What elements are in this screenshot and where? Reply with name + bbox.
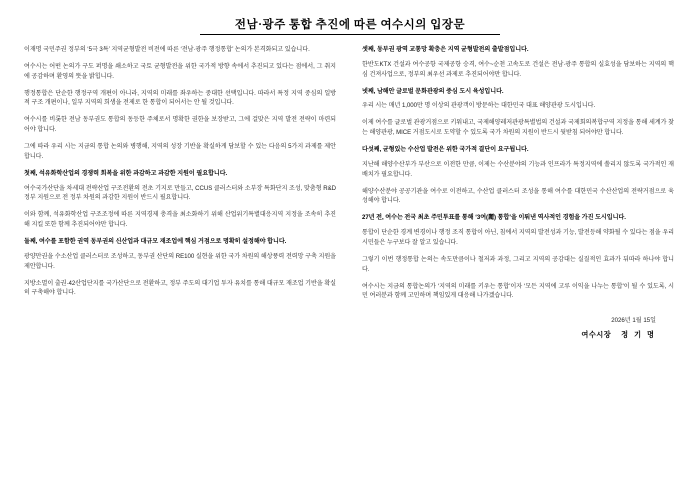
signature-block [362, 315, 674, 340]
paragraph: 이제 여수를 글로벌 관광거점으로 키워내고, 국제해양레저관광특별법의 건설과 국제회의복합구역 지정을 통해 세계가 찾는 해양관광, MICE 거점도시로 도약할 수 있도록 국가 차원의 지원이 반드시 뒷받침 되어야만 합니다. [362, 119, 674, 137]
paragraph: 한반도KTX 건설과 여수공항 국제공항 승격, 여수~순천 고속도로 건설은 전남·광주 통합의 실효성을 담보하는 지역의 핵심 건져사업으로, 정부의 최우선 과제로 추진되어야만 합니다. [362, 60, 674, 78]
paragraph: 이재명 국민주권 정부의 ‘5극 3특’ 지역균형발전 비전에 따른 ‘전남·광주 행정통합’ 논의가 본격화되고 있습니다. [24, 46, 310, 53]
paragraph: 광양만권을 수소산업 클러스터로 조성하고, 동부권 산단의 RE100 실현을 위한 국가 차원의 해상풍력 전력망 구축 지원을 제안합니다. [24, 252, 336, 270]
section-heading: 첫째, 석유화학산업의 경쟁력 회복을 위한 과감하고 과감한 지원이 필요합니다. [24, 169, 228, 177]
signatory-role: 여수시장 [581, 330, 612, 340]
section-heading: 다섯째, 균형있는 수산업 발전은 위한 국가적 결단이 요구됩니다. [362, 146, 529, 154]
page-title: 전남·광주 통합 추진에 따른 여수시의 입장문 [234, 19, 466, 31]
signature-name [362, 330, 656, 340]
paragraph: 이와 함께, 석유화학산업 구조조정에 따른 지역경제 충격을 최소화하기 위해 산업위기특별대응지역 지정을 조속히 추진해 지킬 또한 함께 추진되어야만 합니다. [24, 211, 336, 229]
paragraph: 지난해 해양수산부가 부산으로 이전한 만큼, 이제는 수산분야의 기능과 인프라가 특정지역에 쏠리지 않도록 국가적인 재배치가 필요합니다. [362, 160, 674, 178]
two-column-layout [24, 45, 676, 340]
title-divider [200, 34, 500, 35]
section-heading: 둘째, 여수를 포함한 권역 동부권의 신산업과 대규모 재조업에 핵심 거점으로 명확히 설정해야 합니다. [24, 238, 287, 246]
paragraph: 해양수산분야 공공기관을 여수로 이전하고, 수산업 클러스터 조성을 통해 여수를 대한민국 수산산업의 전략거점으로 육성해야 합니다. [362, 187, 674, 205]
section-heading: 27년 전, 여수는 전국 최초 주민투표를 통해 ‘3여(麗) 통합’을 이뤄낸 역사적인 경험을 가진 도시입니다. [362, 214, 626, 222]
right-column [362, 45, 674, 340]
paragraph: 지방소멸이 출권·42산업단지를 국가산단으로 전환하고, 정부 주도의 대기업 투자 유치를 통해 대규모 재조업 기반을 확실히 구축해야 합니다. [24, 279, 336, 297]
signature-date: 2026년 1월 15일 [611, 317, 656, 325]
paragraph: 여수국가산단을 차세대 전략산업 구조전환의 전초 기지로 만들고, CCUS 클러스터와 소부장 특화단지 조성, 맞춤형 R&D 정부 지원으로 전 정부 차원의 과감한 지원이 반드시 필요합니다. [24, 184, 336, 202]
paragraph: 여수시를 비롯한 전남 동부권도 통합의 동등한 주체로서 명확한 권한을 보장받고, 그에 걸맞은 지역 발전 전략이 마련되어야 합니다. [24, 116, 336, 134]
paragraph: 여수시는 어떤 논의가 구도 퍼명을 쇄소하고 국토 균형발전을 위한 국가적 방향 속에서 추진되고 있다는 점에서, 그 취지에 공감하며 환영의 뜻을 밝힙니다. [24, 62, 336, 80]
paragraph: 여수시는 지금의 통합논의가 ‘지역의 미래를 키우는 통합’이자 ‘모든 지역에 고루 이익을 나누는 통합’이 될 수 있도록, 시민 여러분과 함께 고민하며 책임있게 대응해 나가겠습니다. [362, 282, 674, 300]
paragraph: 우리 시는 매년 1,000만 명 이상의 관광객이 방문하는 대한민국 대표 해양관광 도시입니다. [362, 102, 596, 110]
left-column [24, 45, 336, 305]
section-heading: 넷째, 남해안 글로벌 문화관광의 중심 도시 육성입니다. [362, 87, 504, 95]
paragraph: 그에 따라 우리 시는 지금의 통합 논의와 병행해, 지역의 성장 기반을 확실하게 담보할 수 있는 다음의 5가지 과제를 제안합니다. [24, 143, 336, 160]
paragraph: 행정통합은 단순한 행정구역 개편이 아니라, 지역의 미래를 좌우하는 중대한 선택입니다. 따라서 특정 지역 중심의 일방적 구조 개편이나, 일부 지역의 희생을 전제로 한 통합이 되어서는 안 될 것입니다. [24, 89, 336, 107]
paragraph: 통합이 단순한 경계 변경이나 행정 조직 통합이 아닌, 침에서 지역의 발전성과 기능, 발전등해 약화될 수 있다는 점을 우리 시민들은 누구보다 잘 알고 있습니다. [362, 229, 674, 247]
paragraph: 그렇기 이번 행정통합 논의는 속도만큼이나 철저과 과정, 그리고 지역의 공감대는 실질적인 효과가 뒤따라 하나야 합니다. [362, 255, 674, 273]
section-heading: 셋째, 동부권 광역 교통망 확충은 지역 균형발전의 출발점입니다. [362, 46, 529, 53]
signatory-name: 정 기 명 [621, 330, 656, 340]
